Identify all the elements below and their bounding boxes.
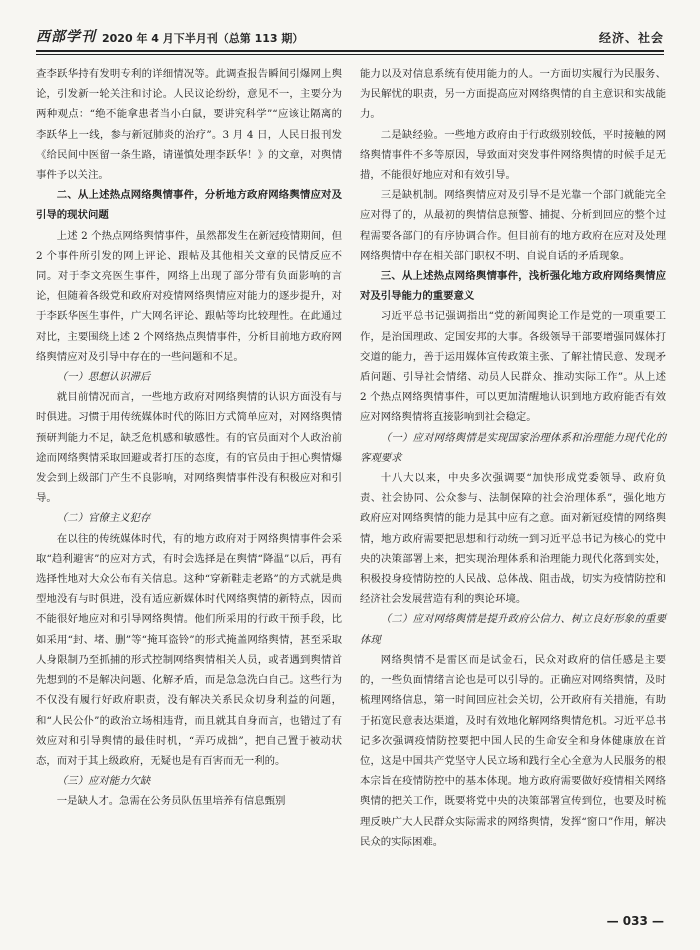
paragraph: 就目前情况而言，一些地方政府对网络舆情的认识方面没有与时俱进。习惯于用传统媒体时代的陈旧方式简单应对，对网络舆情预研判能力不足，缺乏危机感和敏感性。有的官员面对个人政治前途而网络舆情采取回避或者打压的态度，有的官员由于担心舆情爆发会到上级部门产生不良影响，对网络舆情事件没有积极应对和引导。 [36,391,342,505]
paragraph: 三是缺机制。网络舆情应对及引导不是光靠一个部门就能完全应对得了的，从最初的舆情信息预警、捕捉、分析到回应的整个过程需要各部门的有序协调合作。但目前有的地方政府在应对及处理网络舆情中存在相关部门职权不明、自说自话的矛盾现象。 [360,189,666,262]
section-name: 经济、社会 [598,31,664,45]
paragraph: 能力以及对信息系统有使用能力的人。一方面切实履行为民服务、为民解忧的职责，另一方面提高应对网络舆情的自主意识和实战能力。 [360,68,666,121]
journal-info [36,26,303,46]
subheading: （二）应对网络舆情是提升政府公信力、树立良好形象的重要体现 [360,613,666,646]
subheading: （三）应对能力欠缺 [56,775,151,788]
paragraph: 习近平总书记强调指出“党的新闻舆论工作是党的一项重要工作，是治国理政、定国安邦的大事。各级领导干部要增强同媒体打交道的能力，善于运用媒体宣传政策主张、了解社情民意、发现矛盾问题、引导社会情绪、动员人民群众、推动实际工作”。从上述 2 个热点网络舆情事件，可以更加清醒地认识到地方政府能否有效应对网络舆情将直接影响到社会稳定。 [360,310,666,424]
section-heading-3: 三、从上述热点网络舆情事件，浅析强化地方政府网络舆情应对及引导能力的重要意义 [360,270,666,303]
header-rule-thin [36,54,664,55]
journal-logo: 西部学刊 [36,29,96,45]
subheading: （一）思想认识滞后 [56,371,151,384]
left-column [36,64,342,812]
section-heading-2: 二、从上述热点网络舆情事件，分析地方政府网络舆情应对及引导的现状问题 [36,189,342,222]
paragraph: 查李跃华持有发明专利的详细情况等。此调查报告瞬间引爆网上舆论，引发新一轮关注和讨论。人民议论纷纷，意见不一，主要分为两种观点：“绝不能拿患者当小白鼠，要讲究科学”“应该让隔离的李跃华上一线，参与新冠肺炎的治疗”。3 月 4 日，人民日报刊发《给民间中医留一条生路，请谨慎处理李跃华！》的文章，对舆情事件予以关注。 [36,68,342,182]
paragraph: 一是缺人才。急需在公务员队伍里培养有信息甄别 [56,795,286,808]
paragraph: 十八大以来，中央多次强调要“加快形成党委领导、政府负责、社会协同、公众参与、法制保障的社会治理体系”，强化地方政府应对网络舆情的能力是其中应有之意。面对新冠疫情的网络舆情，地方政府需要把思想和行动统一到习近平总书记为核心的党中央的决策部署上来，把实现治理体系和治理能力现代化落到实处，积极投身疫情防控的人民战、总体战、阻击战，切实为疫情防控和经济社会发展营造有利的舆论环境。 [360,472,666,606]
issue-info: 2020 年 4 月下半月刊（总第 113 期） [102,32,304,45]
page-number: — 033 — [606,914,664,928]
right-column [360,64,666,852]
subheading: （一）应对网络舆情是实现国家治理体系和治理能力现代化的客观要求 [360,431,666,464]
header-rule-thick [36,50,664,52]
paragraph: 在以往的传统媒体时代，有的地方政府对于网络舆情事件会采取“趋利避害”的应对方式，有时会选择是在舆情“降温”以后，再有选择性地对大众公布有关信息。这种“穿新鞋走老路”的方式就是典型地没有与时俱进，没有适应新媒体时代网络舆情的新特点，因而不能很好地应对和引导网络舆情。他们所采用的行政干预手段，比如采用“封、堵、删”等“掩耳盗铃”的形式掩盖网络舆情，甚至采取人身限制乃至抓捕的形式控制网络舆情相关人员，或者遇到舆情首先想到的不是解决问题、化解矛盾，而是急急洗白自己。这些行为不仅没有履行好政府职责，没有解决关系民众切身利益的问题，和“人民公仆”的政治立场相违背，而且就其自身而言，也错过了有效应对和引导舆情的最佳时机，“弄巧成拙”，把自己置于被动状态，而对于其上级政府，无疑也是有百害而无一利的。 [36,532,342,767]
paragraph: 上述 2 个热点网络舆情事件，虽然都发生在新冠疫情期间，但 2 个事件所引发的网上评论、跟帖及其他相关文章的民情反应不同。对于李文亮医生事件，网络上出现了部分带有负面影响的言论，但随着各级党和政府对疫情网络舆情应对能力的逐步提升，对于李跃华医生事件，广大网名评论、跟帖等均比较理性。在此通过对比，主要围绕上述 2 个网络热点舆情事件，分析目前地方政府网络舆情应对及引导中存在的一些问题和不足。 [36,229,342,363]
page-header [36,24,664,46]
subheading: （二）官僚主义犯存 [56,512,151,525]
paragraph: 二是缺经验。一些地方政府由于行政级别较低，平时接触的网络舆情事件不多等原因，导致面对突发事件网络舆情的时候手足无措，不能很好地应对和有效引导。 [360,128,666,182]
paragraph: 网络舆情不是雷区而是试金石，民众对政府的信任感是主要的，一些负面情绪言论也是可以引导的。正确应对网络舆情，及时梳理网络信息，第一时间回应社会关切，公开政府有关措施，有助于拓宽民意表达渠道，及时有效地化解网络舆情危机。习近平总书记多次强调疫情防控要把中国人民的生命安全和身体健康放在首位，这是中国共产党坚守人民立场和践行全心全意为人民服务的根本宗旨在疫情防控中的基本体现。地方政府需要做好疫情相关网络舆情的把关工作，既要将党中央的决策部署宣传到位，也要及时梳理反映广大人民群众实际需求的网络舆情，发挥“窗口”作用，解决民众的实际困难。 [360,653,666,848]
